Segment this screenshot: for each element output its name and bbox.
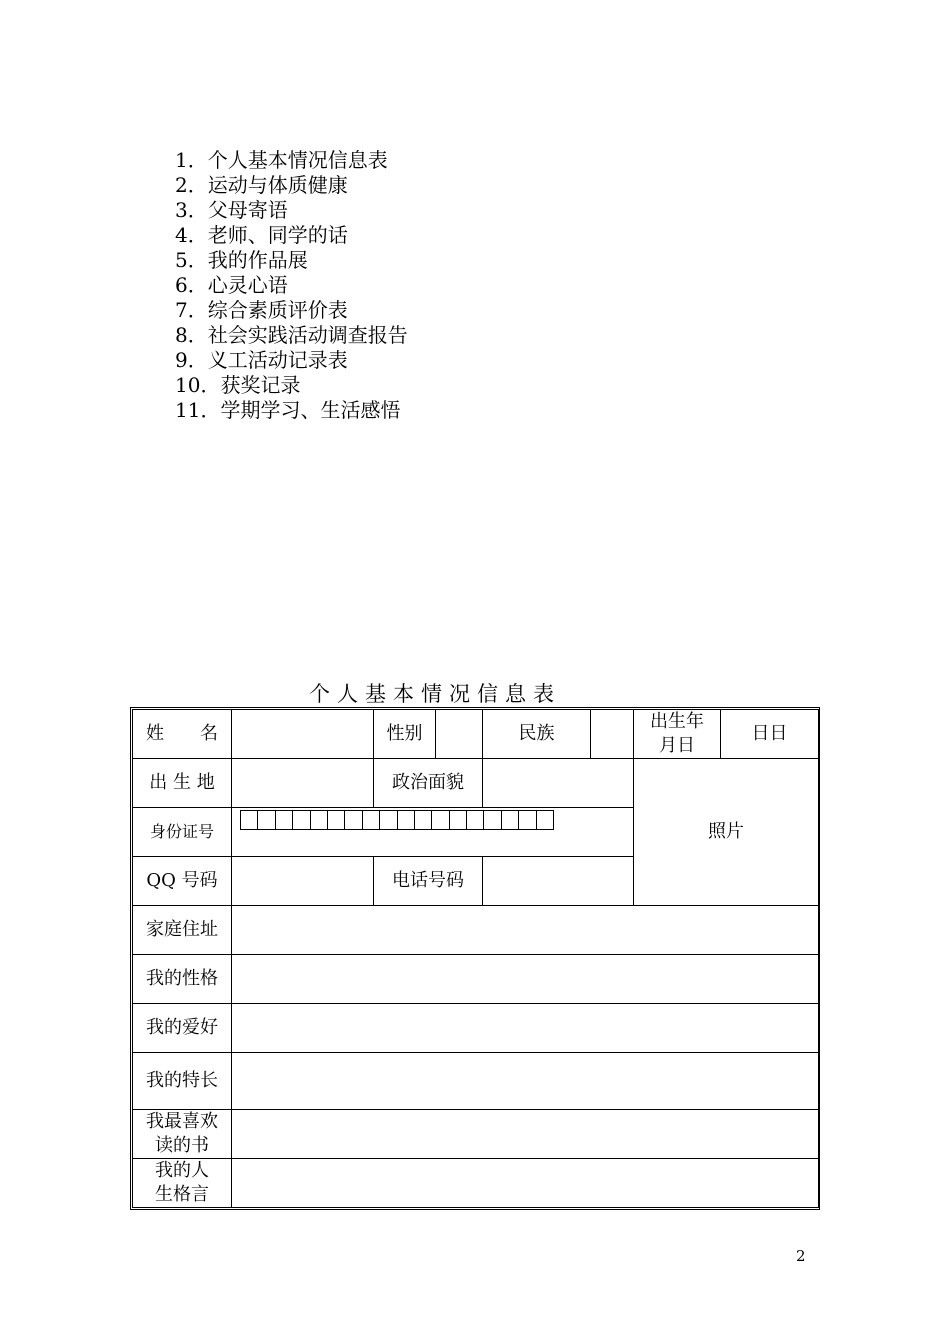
id-digit-box[interactable]: [518, 810, 536, 830]
ethnicity-field[interactable]: [591, 710, 634, 759]
id-digit-box[interactable]: [257, 810, 275, 830]
id-digit-box[interactable]: [327, 810, 345, 830]
table-of-contents: [175, 148, 408, 423]
ethnicity-label: 民族: [483, 710, 591, 759]
id-digit-box[interactable]: [536, 810, 554, 830]
phone-field[interactable]: [483, 857, 634, 906]
id-digit-box[interactable]: [431, 810, 449, 830]
id-digit-box[interactable]: [292, 810, 310, 830]
birth-label-line1: 出生年: [650, 711, 704, 732]
id-digit-boxes: [240, 810, 633, 830]
toc-item: 2．运动与体质健康: [175, 173, 348, 197]
address-label: 家庭住址: [133, 906, 232, 955]
table-row: [133, 1004, 819, 1053]
birth-label-line2: 月日: [659, 735, 695, 756]
form-title: 个人基本情况信息表: [309, 682, 561, 706]
personality-label: 我的性格: [133, 955, 232, 1004]
personality-field[interactable]: [232, 955, 819, 1004]
talent-field[interactable]: [232, 1053, 819, 1110]
id-digit-box[interactable]: [397, 810, 415, 830]
gender-field[interactable]: [436, 710, 483, 759]
favbook-label-line2: 读的书: [155, 1135, 209, 1156]
id-digit-box[interactable]: [449, 810, 467, 830]
personal-info-table: [132, 709, 819, 1208]
birth-label: [634, 710, 721, 759]
qq-field[interactable]: [232, 857, 374, 906]
toc-item: 1．个人基本情况信息表: [175, 148, 388, 172]
phone-label: 电话号码: [374, 857, 483, 906]
form-title-wrapper: [0, 680, 950, 708]
political-field[interactable]: [483, 759, 634, 808]
id-digit-box[interactable]: [362, 810, 380, 830]
id-digit-box[interactable]: [414, 810, 432, 830]
motto-label-line1: 我的人: [155, 1160, 209, 1181]
hobby-label: 我的爱好: [133, 1004, 232, 1053]
birthplace-field[interactable]: [232, 759, 374, 808]
table-row: [133, 955, 819, 1004]
talent-label: 我的特长: [133, 1053, 232, 1110]
toc-item: 10．获奖记录: [175, 373, 301, 397]
toc-item: 7．综合素质评价表: [175, 298, 348, 322]
gender-label: 性别: [374, 710, 436, 759]
table-row: [133, 1053, 819, 1110]
id-field[interactable]: [232, 808, 634, 857]
page-number: 2: [796, 1247, 806, 1265]
toc-item: 9．义工活动记录表: [175, 348, 348, 372]
qq-label: QQ 号码: [133, 857, 232, 906]
id-digit-box[interactable]: [379, 810, 397, 830]
table-row: [133, 759, 819, 808]
photo-area: 照片: [634, 759, 819, 906]
id-digit-box[interactable]: [344, 810, 362, 830]
id-digit-box[interactable]: [240, 810, 258, 830]
toc-item: 5．我的作品展: [175, 248, 308, 272]
birthplace-label: 出 生 地: [133, 759, 232, 808]
toc-item: 6．心灵心语: [175, 273, 288, 297]
id-label: 身份证号: [133, 808, 232, 857]
toc-item: 4．老师、同学的话: [175, 223, 348, 247]
toc-item: 8．社会实践活动调查报告: [175, 323, 408, 347]
id-digit-box[interactable]: [483, 810, 501, 830]
birth-value[interactable]: 日日: [721, 710, 819, 759]
id-digit-box[interactable]: [466, 810, 484, 830]
name-label: 姓 名: [133, 710, 232, 759]
toc-item: 3．父母寄语: [175, 198, 288, 222]
table-row: [133, 710, 819, 759]
motto-label: [133, 1159, 232, 1208]
hobby-field[interactable]: [232, 1004, 819, 1053]
table-row: [133, 1110, 819, 1159]
political-label: 政治面貌: [374, 759, 483, 808]
id-digit-box[interactable]: [275, 810, 293, 830]
name-field[interactable]: [232, 710, 374, 759]
id-digit-box[interactable]: [310, 810, 328, 830]
table-row: [133, 906, 819, 955]
favbook-label: [133, 1110, 232, 1159]
motto-field[interactable]: [232, 1159, 819, 1208]
toc-item: 11．学期学习、生活感悟: [175, 398, 401, 422]
address-field[interactable]: [232, 906, 819, 955]
motto-label-line2: 生格言: [155, 1184, 209, 1205]
table-row: [133, 1159, 819, 1208]
id-digit-box[interactable]: [501, 810, 519, 830]
favbook-label-line1: 我最喜欢: [146, 1111, 218, 1132]
favbook-field[interactable]: [232, 1110, 819, 1159]
